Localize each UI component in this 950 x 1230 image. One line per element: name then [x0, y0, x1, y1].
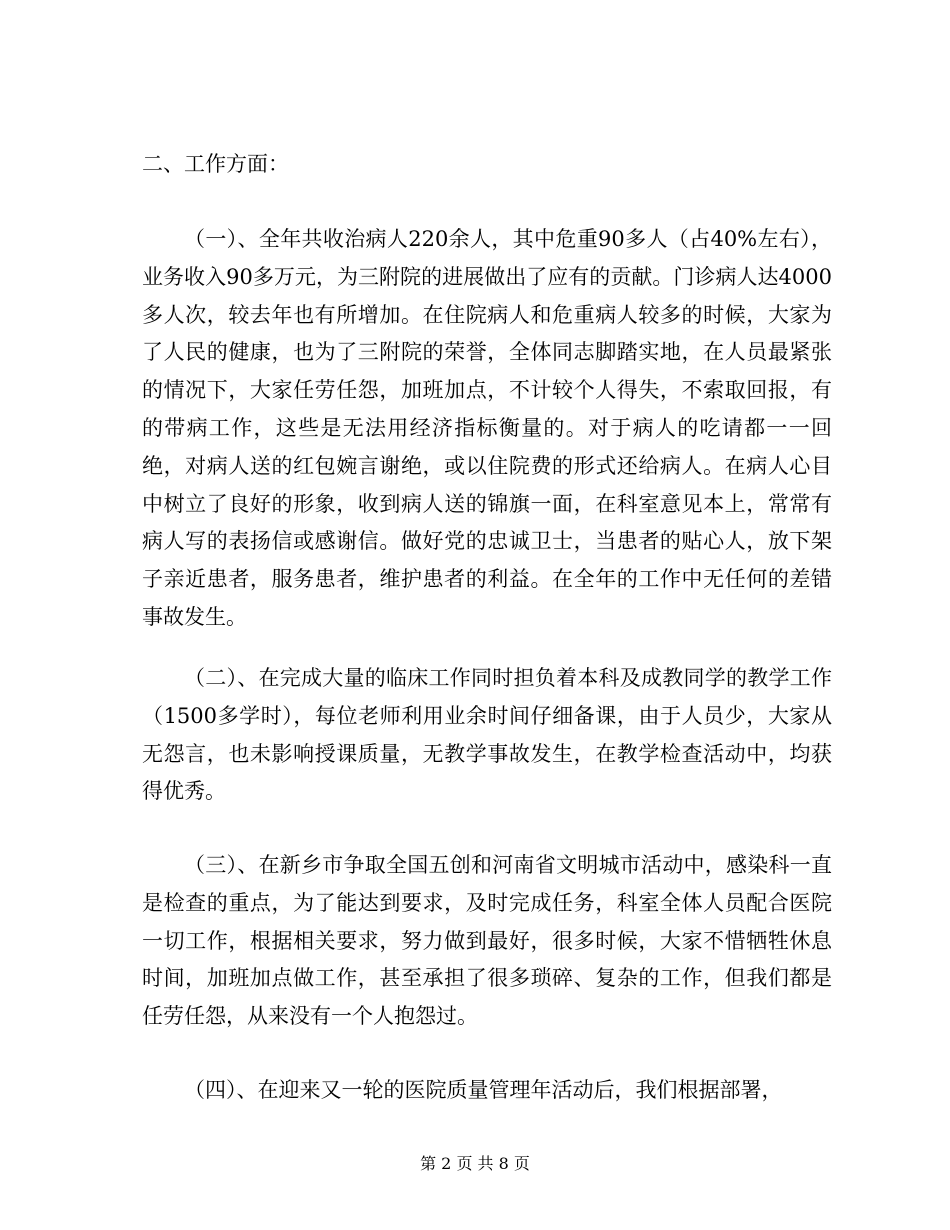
paragraph-3: （三）、在新乡市争取全国五创和河南省文明城市活动中，感染科一直是检查的重点，为了能达到要求，及时完成任务，科室全体人员配合医院一切工作，根据相关要求，努力做到最好，很多时候，大家不惜牺牲休息时间，加班加点做工作，甚至承担了很多琐碎、复杂的工作，但我们都是任劳任怨，从来没有一个人抱怨过。 — [142, 853, 832, 1029]
section-heading: 二、工作方面： — [142, 152, 289, 176]
paragraph-1: （一）、全年共收治病人220余人，其中危重90多人（占40%左右），业务收入90多万元，为三附院的进展做出了应有的贡献。门诊病人达4000多人次，较去年也有所增加。在住院病人和危重病人较多的时候，大家为了人民的健康，也为了三附院的荣誉，全体同志脚踏实地，在人员最紧张的情况下，大家任劳任怨，加班加点，不计较个人得失，不索取回报，有的带病工作，这些是无法用经济指标衡量的。对于病人的吃请都一一回绝，对病人送的红包婉言谢绝，或以住院费的形式还给病人。在病人心目中树立了良好的形象，收到病人送的锦旗一面，在科室意见本上，常常有病人写的表扬信或感谢信。做好党的忠诚卫士，当患者的贴心人，放下架子亲近患者，服务患者，维护患者的利益。在全年的工作中无任何的差错事故发生。 — [142, 227, 832, 629]
paragraph-2: （二）、在完成大量的临床工作同时担负着本科及成教同学的教学工作（1500多学时），每位老师利用业余时间仔细备课，由于人员少，大家从无怨言，也未影响授课质量，无教学事故发生，在教学检查活动中，均获得优秀。 — [142, 666, 832, 804]
paragraph-4: （四）、在迎来又一轮的医院质量管理年活动后，我们根据部署， — [184, 1078, 783, 1102]
page-footer: 第 2 页 共 8 页 — [420, 1154, 530, 1173]
